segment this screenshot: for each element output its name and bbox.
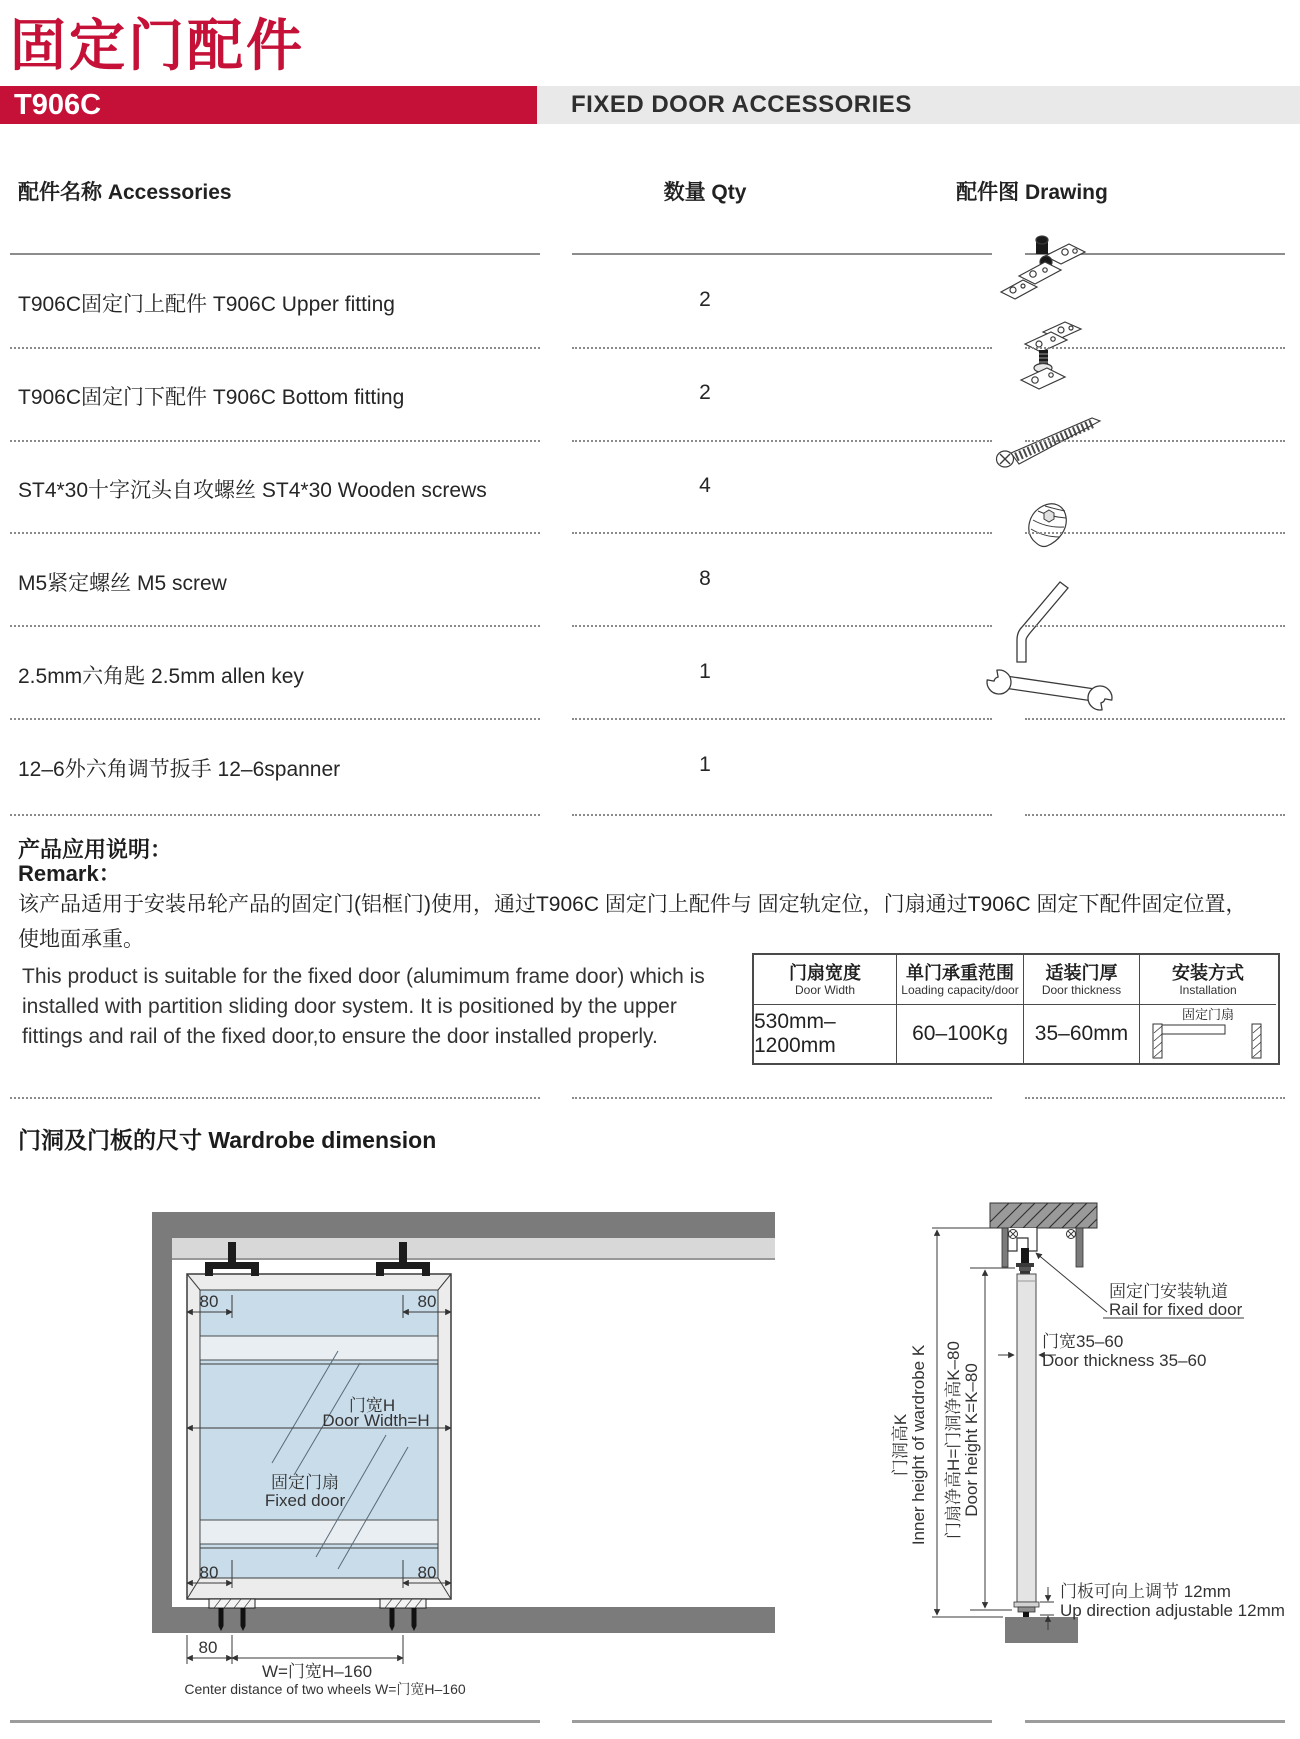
installation-diagram-icon xyxy=(1152,1022,1264,1060)
rail-label-en: Rail for fixed door xyxy=(1109,1300,1243,1319)
accessory-name: M5紧定螺丝 M5 screw xyxy=(18,572,227,595)
dim-80-under-floor: 80 xyxy=(198,1638,218,1657)
row-divider xyxy=(572,625,992,627)
rail-label-cn: 固定门安装轨道 xyxy=(1109,1282,1228,1301)
remark-body-en-line1: This product is suitable for the fixed door (alumimum frame door) which is xyxy=(22,965,705,988)
thickness-label-en: Door thickness 35–60 xyxy=(1042,1351,1207,1370)
spec-header-thickness: 适装门厚 Door thickness xyxy=(1023,955,1139,1005)
spec-table xyxy=(752,953,1280,1065)
row-divider xyxy=(572,440,992,442)
spanner-icon xyxy=(982,660,1117,720)
floor-section xyxy=(1005,1617,1078,1643)
col-header-qty: 数量 Qty xyxy=(663,181,747,204)
section-divider xyxy=(1025,1097,1285,1099)
remark-body-en-line2: installed with partition sliding door system. It is positioned by the upper xyxy=(22,995,677,1018)
door-height-label-en: Door height K=K–80 xyxy=(962,1363,981,1517)
accessory-name: 2.5mm六角匙 2.5mm allen key xyxy=(18,665,304,688)
spec-value-loading: 60–100Kg xyxy=(896,1005,1023,1063)
accessory-qty: 1 xyxy=(699,660,711,683)
dim-80-bottom-right: 80 xyxy=(417,1563,437,1582)
remark-body-en-line3: fittings and rail of the fixed door,to ensure the door installed properly. xyxy=(22,1025,658,1048)
row-divider xyxy=(572,532,992,534)
row-divider xyxy=(10,347,540,349)
accessory-qty: 1 xyxy=(699,753,711,776)
wheel-distance-formula: W=门宽H–160 xyxy=(261,1662,373,1681)
wood-screw-icon xyxy=(988,412,1108,472)
page-subtitle-banner: FIXED DOOR ACCESSORIES xyxy=(537,86,1300,124)
row-divider xyxy=(1025,440,1285,442)
remark-body-cn-line1: 该产品适用于安装吊轮产品的固定门(铝框门)使用，通过T906C 固定门上配件与 固定轨定位，门扇通过T906C 固定下配件固定位置， xyxy=(18,893,1247,916)
dim-80-top-right: 80 xyxy=(417,1292,437,1311)
door-width-label-en: Door Width=H xyxy=(322,1411,430,1430)
spec-value-thickness: 35–60mm xyxy=(1023,1005,1139,1063)
row-divider xyxy=(1025,814,1285,816)
accessory-qty: 2 xyxy=(699,288,711,311)
accessory-name: ST4*30十字沉头自攻螺丝 ST4*30 Wooden screws xyxy=(18,479,487,502)
col-header-drawing: 配件图 Drawing xyxy=(956,181,1108,204)
remark-body-cn-line2: 使地面承重。 xyxy=(18,928,144,951)
door-width-label-cn: 门宽H xyxy=(348,1396,396,1415)
bottom-fitting-icon xyxy=(995,318,1095,403)
row-divider xyxy=(572,814,992,816)
remark-heading-cn: 产品应用说明： xyxy=(18,837,173,862)
dim-80-bottom-left: 80 xyxy=(199,1563,219,1582)
upper-fitting-icon xyxy=(995,232,1095,312)
adjust-label-cn: 门板可向上调节 12mm xyxy=(1060,1582,1231,1601)
accessory-name: 12–6外六角调节扳手 12–6spanner xyxy=(18,758,341,781)
footer-rule xyxy=(572,1720,992,1723)
fixed-door-panel xyxy=(187,1274,451,1599)
model-code-banner: T906C xyxy=(0,86,537,124)
row-divider xyxy=(1025,532,1285,534)
dimension-section-heading: 门洞及门板的尺寸 Wardrobe dimension xyxy=(18,1127,437,1153)
row-divider xyxy=(10,625,540,627)
spec-value-door-width: 530mm–1200mm xyxy=(754,1010,836,1057)
header-rule xyxy=(572,253,992,255)
spec-header-loading: 单门承重范围 Loading capacity/door xyxy=(896,955,1023,1005)
row-divider xyxy=(572,347,992,349)
row-divider xyxy=(572,718,992,720)
fixed-door-label-en: Fixed door xyxy=(264,1491,346,1510)
section-view-diagram xyxy=(860,1150,1300,1695)
row-divider xyxy=(10,440,540,442)
rail-profile xyxy=(1002,1228,1083,1267)
hanger-bolt xyxy=(1016,1248,1034,1274)
front-view-diagram xyxy=(120,1185,780,1700)
fixed-door-label-cn: 固定门扇 xyxy=(271,1473,339,1492)
ceiling-section xyxy=(980,1200,1116,1232)
accessory-qty: 2 xyxy=(699,381,711,404)
row-divider xyxy=(1025,718,1285,720)
col-header-accessories: 配件名称 Accessories xyxy=(18,181,232,204)
adjust-label-en: Up direction adjustable 12mm xyxy=(1060,1601,1285,1620)
accessory-qty: 8 xyxy=(699,567,711,590)
fixed-door-rail xyxy=(172,1238,775,1259)
thickness-label-cn: 门宽35–60 xyxy=(1042,1332,1124,1351)
header-rule xyxy=(10,253,540,255)
inner-height-label-cn: 门洞高K xyxy=(891,1413,910,1477)
row-divider xyxy=(10,718,540,720)
fixed-door-leaf-label: 固定门扇 xyxy=(1181,1007,1234,1022)
allen-key-icon xyxy=(1008,578,1078,668)
page-title: 固定门配件 xyxy=(10,14,305,77)
set-screw-icon xyxy=(1022,498,1072,553)
remark-heading-en: Remark： xyxy=(18,861,121,886)
section-divider xyxy=(10,1097,540,1099)
footer-rule xyxy=(1025,1720,1285,1723)
inner-height-label-en: Inner height of wardrobe K xyxy=(909,1344,928,1546)
accessory-qty: 4 xyxy=(699,474,711,497)
accessory-name: T906C固定门上配件 T906C Upper fitting xyxy=(18,293,395,316)
wheel-distance-formula-en: Center distance of two wheels W=门宽H–160 xyxy=(184,1681,466,1697)
door-panel-section xyxy=(1017,1274,1036,1602)
section-divider xyxy=(572,1097,992,1099)
row-divider xyxy=(1025,347,1285,349)
row-divider xyxy=(10,814,540,816)
spec-header-door-width: 门扇宽度 Door Width xyxy=(754,955,896,1005)
spec-value-installation xyxy=(1139,1005,1276,1063)
accessory-name: T906C固定门下配件 T906C Bottom fitting xyxy=(18,386,405,409)
row-divider xyxy=(1025,625,1285,627)
spec-header-installation: 安装方式 Installation xyxy=(1139,955,1276,1005)
door-height-label-cn: 门扇净高H=门洞净高K–80 xyxy=(944,1341,963,1539)
footer-rule xyxy=(10,1720,540,1723)
row-divider xyxy=(10,532,540,534)
dim-80-top-left: 80 xyxy=(199,1292,219,1311)
